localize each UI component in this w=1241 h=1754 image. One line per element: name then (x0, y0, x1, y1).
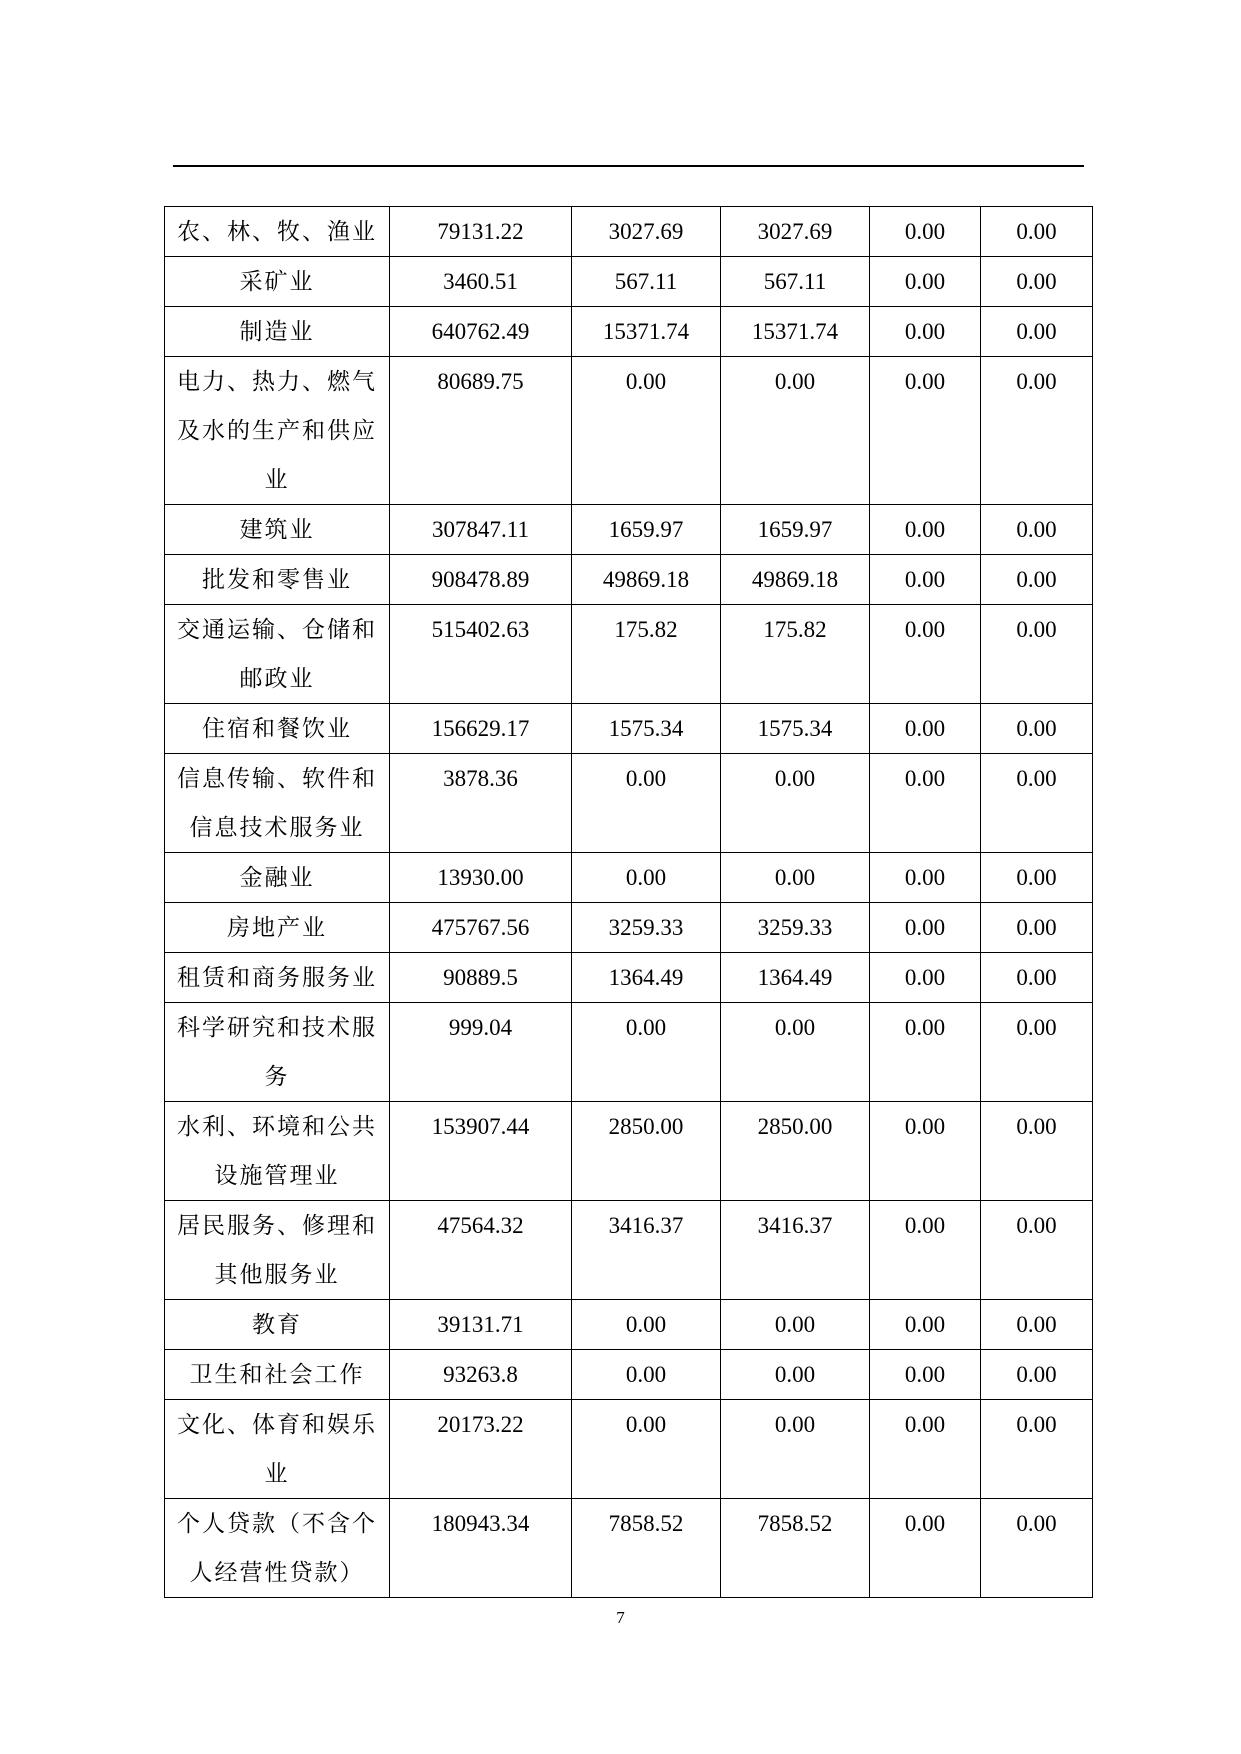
table-row (165, 1201, 1093, 1300)
industry-name: 水利、环境和公共设施管理业 (177, 1114, 377, 1188)
value-cell: 0.00 (870, 1499, 981, 1598)
value-cell: 3460.51 (390, 257, 572, 307)
value-cell: 999.04 (390, 1003, 572, 1102)
value-cell: 0.00 (721, 1300, 870, 1350)
value-cell: 1659.97 (572, 505, 721, 555)
value-cell: 0.00 (572, 357, 721, 505)
value-cell: 0.00 (981, 1201, 1093, 1300)
value-cell: 175.82 (721, 605, 870, 704)
industry-name-cell (165, 1300, 390, 1350)
table-row (165, 1003, 1093, 1102)
value-cell: 0.00 (721, 1003, 870, 1102)
value-cell: 1364.49 (572, 953, 721, 1003)
value-cell: 0.00 (870, 307, 981, 357)
value-cell: 0.00 (870, 207, 981, 257)
value-cell: 1575.34 (721, 704, 870, 754)
value-cell: 13930.00 (390, 853, 572, 903)
table-row (165, 953, 1093, 1003)
value-cell: 0.00 (981, 357, 1093, 505)
industry-name: 住宿和餐饮业 (202, 716, 352, 741)
value-cell: 0.00 (572, 1400, 721, 1499)
value-cell: 307847.11 (390, 505, 572, 555)
value-cell: 2850.00 (572, 1102, 721, 1201)
value-cell: 908478.89 (390, 555, 572, 605)
table-row (165, 257, 1093, 307)
value-cell: 0.00 (870, 1003, 981, 1102)
value-cell: 0.00 (981, 1350, 1093, 1400)
industry-name-cell (165, 1350, 390, 1400)
value-cell: 7858.52 (721, 1499, 870, 1598)
value-cell: 3416.37 (572, 1201, 721, 1300)
value-cell: 1364.49 (721, 953, 870, 1003)
page-number: 7 (616, 1608, 625, 1627)
value-cell: 3416.37 (721, 1201, 870, 1300)
value-cell: 15371.74 (721, 307, 870, 357)
industry-name-cell (165, 754, 390, 853)
value-cell: 0.00 (870, 903, 981, 953)
value-cell: 156629.17 (390, 704, 572, 754)
value-cell: 0.00 (981, 555, 1093, 605)
industry-name-cell (165, 207, 390, 257)
table-body (165, 207, 1093, 1598)
value-cell: 3878.36 (390, 754, 572, 853)
industry-name: 文化、体育和娱乐业 (177, 1412, 377, 1486)
industry-name-cell (165, 505, 390, 555)
table-row (165, 903, 1093, 953)
industry-name-cell (165, 704, 390, 754)
value-cell: 0.00 (870, 505, 981, 555)
industry-name: 交通运输、仓储和邮政业 (177, 617, 377, 691)
value-cell: 0.00 (981, 903, 1093, 953)
industry-name-cell (165, 903, 390, 953)
value-cell: 0.00 (981, 307, 1093, 357)
industry-name: 卫生和社会工作 (189, 1362, 365, 1387)
value-cell: 0.00 (721, 754, 870, 853)
value-cell: 0.00 (572, 754, 721, 853)
value-cell: 640762.49 (390, 307, 572, 357)
value-cell: 1575.34 (572, 704, 721, 754)
value-cell: 39131.71 (390, 1300, 572, 1350)
value-cell: 567.11 (572, 257, 721, 307)
value-cell: 0.00 (981, 853, 1093, 903)
value-cell: 47564.32 (390, 1201, 572, 1300)
industry-name: 信息传输、软件和信息技术服务业 (177, 766, 377, 840)
value-cell: 0.00 (870, 357, 981, 505)
value-cell: 0.00 (870, 1350, 981, 1400)
value-cell: 0.00 (870, 1201, 981, 1300)
value-cell: 3259.33 (572, 903, 721, 953)
value-cell: 180943.34 (390, 1499, 572, 1598)
industry-name: 教育 (252, 1312, 302, 1337)
value-cell: 93263.8 (390, 1350, 572, 1400)
value-cell: 0.00 (870, 704, 981, 754)
industry-name-cell (165, 953, 390, 1003)
industry-name-cell (165, 1102, 390, 1201)
value-cell: 475767.56 (390, 903, 572, 953)
value-cell: 0.00 (721, 1400, 870, 1499)
loan-industry-table (164, 206, 1093, 1598)
value-cell: 0.00 (572, 1350, 721, 1400)
industry-name-cell (165, 357, 390, 505)
value-cell: 0.00 (572, 1300, 721, 1350)
industry-name: 制造业 (239, 319, 315, 344)
value-cell: 7858.52 (572, 1499, 721, 1598)
table-row (165, 1350, 1093, 1400)
value-cell: 0.00 (981, 1003, 1093, 1102)
industry-name: 居民服务、修理和其他服务业 (177, 1213, 377, 1287)
industry-name: 农、林、牧、渔业 (177, 219, 377, 244)
value-cell: 0.00 (870, 853, 981, 903)
value-cell: 0.00 (981, 953, 1093, 1003)
table-row (165, 605, 1093, 704)
value-cell: 80689.75 (390, 357, 572, 505)
table-row (165, 1300, 1093, 1350)
industry-name: 电力、热力、燃气及水的生产和供应业 (177, 369, 377, 492)
table-row (165, 357, 1093, 505)
industry-name-cell (165, 1400, 390, 1499)
value-cell: 0.00 (981, 207, 1093, 257)
industry-name: 租赁和商务服务业 (177, 965, 377, 990)
value-cell: 3027.69 (572, 207, 721, 257)
industry-name-cell (165, 307, 390, 357)
value-cell: 0.00 (981, 605, 1093, 704)
value-cell: 0.00 (981, 754, 1093, 853)
value-cell: 0.00 (572, 1003, 721, 1102)
industry-name-cell (165, 555, 390, 605)
industry-name-cell (165, 853, 390, 903)
value-cell: 0.00 (981, 1400, 1093, 1499)
value-cell: 90889.5 (390, 953, 572, 1003)
value-cell: 0.00 (870, 555, 981, 605)
value-cell: 0.00 (870, 1300, 981, 1350)
value-cell: 1659.97 (721, 505, 870, 555)
value-cell: 49869.18 (721, 555, 870, 605)
value-cell: 49869.18 (572, 555, 721, 605)
value-cell: 20173.22 (390, 1400, 572, 1499)
table-row (165, 1102, 1093, 1201)
industry-name-cell (165, 1003, 390, 1102)
table-row (165, 207, 1093, 257)
value-cell: 567.11 (721, 257, 870, 307)
table-row (165, 505, 1093, 555)
value-cell: 0.00 (870, 257, 981, 307)
value-cell: 0.00 (981, 1300, 1093, 1350)
value-cell: 0.00 (721, 853, 870, 903)
industry-name-cell (165, 1201, 390, 1300)
table-row (165, 704, 1093, 754)
table-row (165, 754, 1093, 853)
value-cell: 0.00 (870, 1400, 981, 1499)
value-cell: 0.00 (981, 704, 1093, 754)
value-cell: 175.82 (572, 605, 721, 704)
value-cell: 0.00 (981, 505, 1093, 555)
value-cell: 0.00 (870, 953, 981, 1003)
value-cell: 3259.33 (721, 903, 870, 953)
industry-name-cell (165, 605, 390, 704)
industry-name: 个人贷款（不含个人经营性贷款） (177, 1511, 377, 1585)
table-row (165, 555, 1093, 605)
industry-name: 房地产业 (227, 915, 327, 940)
value-cell: 0.00 (981, 257, 1093, 307)
industry-name-cell (165, 1499, 390, 1598)
table-row (165, 1499, 1093, 1598)
value-cell: 0.00 (870, 1102, 981, 1201)
header-rule (173, 165, 1084, 167)
value-cell: 0.00 (981, 1499, 1093, 1598)
industry-name-cell (165, 257, 390, 307)
value-cell: 0.00 (721, 357, 870, 505)
value-cell: 15371.74 (572, 307, 721, 357)
value-cell: 0.00 (721, 1350, 870, 1400)
value-cell: 153907.44 (390, 1102, 572, 1201)
value-cell: 0.00 (870, 754, 981, 853)
industry-name: 科学研究和技术服务 (177, 1015, 377, 1089)
table-row (165, 853, 1093, 903)
value-cell: 0.00 (870, 605, 981, 704)
industry-name: 建筑业 (239, 517, 315, 542)
industry-name: 批发和零售业 (202, 567, 352, 592)
value-cell: 0.00 (981, 1102, 1093, 1201)
value-cell: 0.00 (572, 853, 721, 903)
value-cell: 515402.63 (390, 605, 572, 704)
industry-name: 金融业 (239, 865, 315, 890)
table-row (165, 307, 1093, 357)
value-cell: 2850.00 (721, 1102, 870, 1201)
table-row (165, 1400, 1093, 1499)
value-cell: 3027.69 (721, 207, 870, 257)
value-cell: 79131.22 (390, 207, 572, 257)
industry-name: 采矿业 (239, 269, 315, 294)
